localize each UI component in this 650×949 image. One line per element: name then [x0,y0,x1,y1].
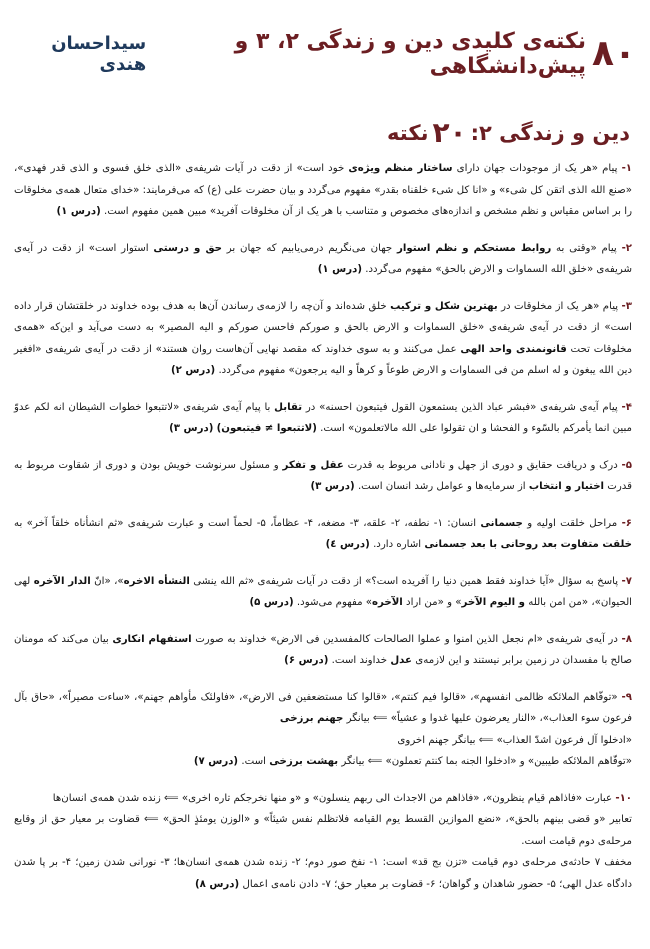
note-number: ۸- [621,633,632,645]
note-keyword: جسمانی [480,517,523,529]
note-keyword: روابط مستحکم و نظم استوار [396,242,552,254]
note-keyword: استفهام انکاری [112,633,192,645]
note-keyword: بهشت برزخی [269,756,339,767]
lesson-reference: (درس ۱) [56,206,101,217]
section-title-suffix: نکته [387,120,429,145]
note-item [14,397,632,440]
section-title [387,116,630,149]
note-keyword: جهنم برزخی [279,713,344,724]
lesson-reference: (درس ٤) [325,539,370,550]
note-text: بیان می‌کند که مومنان صالح با مفسدان در زمین برابر نیستند و این لازمه‌ی [14,633,632,666]
note-keyword: عقل و تفکر [282,459,344,471]
note-text: «توفّاهم الملائکه طیبین» و «ادخلوا الجنه بما کنتم تعملون» ⟸ بیانگر [338,756,632,767]
note-item [14,513,632,556]
note-text: است. [241,756,270,767]
note-item [14,571,632,614]
note-item [14,687,632,773]
note-text: » مفهوم می‌شود. [296,597,373,608]
note-text: »، «انّ [90,575,124,587]
note-number: ۹- [621,691,632,703]
note-keyword: الدار الآخره [33,575,91,587]
note-keyword: اختیار و انتخاب [528,481,605,492]
note-item [14,238,632,281]
note-keyword: ساختار منظم ویژه‌ی [348,163,453,174]
note-text: «ادخلوا آل فرعون اشدّ العذاب» ⟸ بیانگر جهنم اخروی [397,734,632,746]
lesson-reference: (درس ۷) [193,756,239,767]
note-text: خداوند است. [331,655,391,666]
page-header [18,29,636,79]
note-item [14,455,632,498]
note-text: » و «من اراد [402,597,462,608]
section-title-number: ۲۰ [432,116,467,149]
note-text: درک و دریافت حقایق و دوری از جهل و نادانی مربوط به قدرت [343,459,618,471]
note-text: پاسخ به سؤال «آیا خداوند فقط همین دنیا را آفریده است؟» از دقت در آیات شریفه‌ی «ثم الله ینشی [189,575,619,587]
note-number: ۱۰- [615,792,632,804]
note-item [14,158,632,223]
note-keyword: قانونمندی واحد الهی [460,343,567,355]
note-text: «توفّاهم الملائکه ظالمی انفسهم»، «قالوا فیم کنتم»، «قالوا کنا مستضعفین فی الارض»، «فاولئک مأواهم جهنم»، «ساءت مصیراً»، «حاق بآل فرعون سوء العذاب»، «النار یعرضون علیها غدوا و عشیاً» ⟸ بیانگر [14,691,632,724]
note-item [14,629,632,672]
note-item [14,296,632,382]
notes-list [14,158,632,910]
note-keyword: و الیوم الآخر [461,597,525,608]
note-text: جهان می‌نگریم درمی‌یابیم که جهان بر [221,242,397,254]
note-text: لهی الحیوان»، «من امن بالله [14,575,632,608]
note-text: مراحل خلقت اولیه و [522,517,618,529]
lesson-reference: (درس ۲) [170,365,216,376]
note-text: عبارت «فاذاهم قیام ینظرون»، «فاذاهم من الاجداث الی ربهم ینسلون» و «و منها نخرجکم تاره اخری» ⟸ زنده شدن همه‌ی انسان‌ها [52,792,613,804]
note-text: تعابیر «و قضی بینهم بالحق»، «نضع الموازین القسط یوم القیامه فلاتظلم نفس شیئاً» و «الوزن یومئذٍ الحق» ⟸ قضاوت بر معیار حق از وقایع مرحله‌ی دوم قیامت است. [14,814,632,847]
section-title-text: دین و زندگی ۲: [470,120,630,145]
note-text: در آیه‌ی شریفه‌ی «ام نجعل الذین امنوا و عملوا الصالحات کالمفسدین فی الارض» خداوند به صورت [191,633,618,645]
note-number: ۷- [621,575,632,587]
note-number: ۴- [621,401,632,413]
note-keyword: النشأه الاخره [123,575,190,587]
note-keyword: الآخره [372,597,403,608]
note-text: استوار است» از دقت در آیه‌ی شریفه‌ی «خلق الله السماوات و الارض بالحق» مفهوم می‌گردد. [14,242,632,275]
lesson-reference: (درس ۳) [169,423,214,434]
note-text: عمل می‌کنند و به سوی خداوند که مقصد نهایی آن‌هاست روان هستند» از دقت در آیه‌ی شریفه‌ی «افغیر دین الله یبغون و له اسلم من فی السماوات و الارض طوعاً و کرهاً و الیه یرجعون» مفهوم می‌گردد. [14,343,632,376]
lesson-reference: (درس ۵) [249,597,294,608]
note-number: ۵- [621,459,632,471]
note-text: پیام «وقتی به [551,242,617,254]
note-text: خلق شده‌اند و آن‌چه را لازمه‌ی رساندن آن‌ها به هدف بوده خداوند در خلقتشان قرار داده است» از دقت در آیه‌ی شریفه‌ی «خلق السماوات و الارض بالحق و صورکم فاحسن صورکم و الیه المصیر» به دست می‌آید و این‌که «همه‌ی مخلوقات تحت [14,300,632,355]
note-number: ۳- [621,300,632,312]
note-text: از سرمایه‌ها و عوامل رشد انسان است. [357,481,529,492]
note-number: ۱- [621,163,633,174]
lesson-reference: (درس ۶) [284,655,329,666]
book-title-number: ۸۰ [592,33,636,74]
lesson-reference: (درس ۸) [194,878,240,890]
note-text: پیام آیه‌ی شریفه‌ی «فبشر عباد الذین یستمعون القول فیتبعون احسنه» در [302,401,618,413]
note-text: مخفف ۷ حادثه‌ی مرحله‌ی دوم قیامت «تزن بج قد» است: ۱- نفخ صور دوم؛ ۲- زنده شدن همه‌ی انسان‌ها؛ ۳- نورانی شدن زمین؛ ۴- بر پا شدن دادگاه عدل الهی؛ ۵- حضور شاهدان و گواهان؛ ۶- قضاوت بر معیار حق؛ ۷- دادن نامه‌ی اعمال [14,857,632,890]
note-text: و مسئول سرنوشت خویش بودن و دوری از شقاوت مربوط به قدرت [14,459,632,492]
lesson-reference: (درس ۳) [310,481,355,492]
note-text: پیام «هر یک از مخلوقات در [497,300,619,312]
book-title-text: نکته‌ی کلیدی دین و زندگی ۲، ۳ و پیش‌دانشگاهی [234,29,587,79]
note-text: پیام «هر یک از موجودات جهان دارای [452,163,618,174]
author-name: سیداحسان هندی [51,33,147,75]
book-title [146,29,636,79]
note-text: اشاره دارد. [373,539,425,550]
note-number: ۲- [621,242,633,254]
note-keyword: حق و درستی [153,242,222,254]
lesson-reference: (درس ۱) [317,264,362,275]
note-text: انسان: ۱- نطفه، ۲- علقه، ۳- مضغه، ۴- عظاماً، ۵- لحماً است و عبارت شریفه‌ی «ثم انشأناه خلقاً آخر» به [14,517,481,529]
note-number: ۶- [621,517,633,529]
note-keyword: بهترین شکل و ترکیب [390,300,498,312]
note-keyword: تقابل [274,401,303,413]
note-keyword: خلقت متفاوت بعد روحانی با بعد جسمانی [424,539,632,550]
note-text: خود است» از دقت در آیات شریفه‌ی «الذی خلق فسوی و الذی قدر فهدی»، «صنع الله الذی اتقن کل شیء» و «انا کل شیء خلقناه بقدر» مفهوم می‌گردد و بیان حضرت علی (ع) که می‌فرمایند: «خدای متعال همه‌ی مخلوقات را بر اساس مقیاس و نظم مشخص و اندازه‌های مخصوص و متناسب با هر یک از آن مخلوقات آفرید» مبین همین مفهوم است. [14,163,632,217]
note-item [14,788,632,896]
note-keyword: (لاتتبعوا ≠ فیتبعون) [216,423,317,434]
note-text: با پیام آیه‌ی شریفه‌ی «لاتتبعوا خطوات الشیطان انه لکم عدوّ مبین انما یأمرکم بالسّوء و الفحشا و ان تقولوا علی الله مالاتعلمون» است. [14,401,632,434]
note-keyword: عدل [390,655,413,666]
